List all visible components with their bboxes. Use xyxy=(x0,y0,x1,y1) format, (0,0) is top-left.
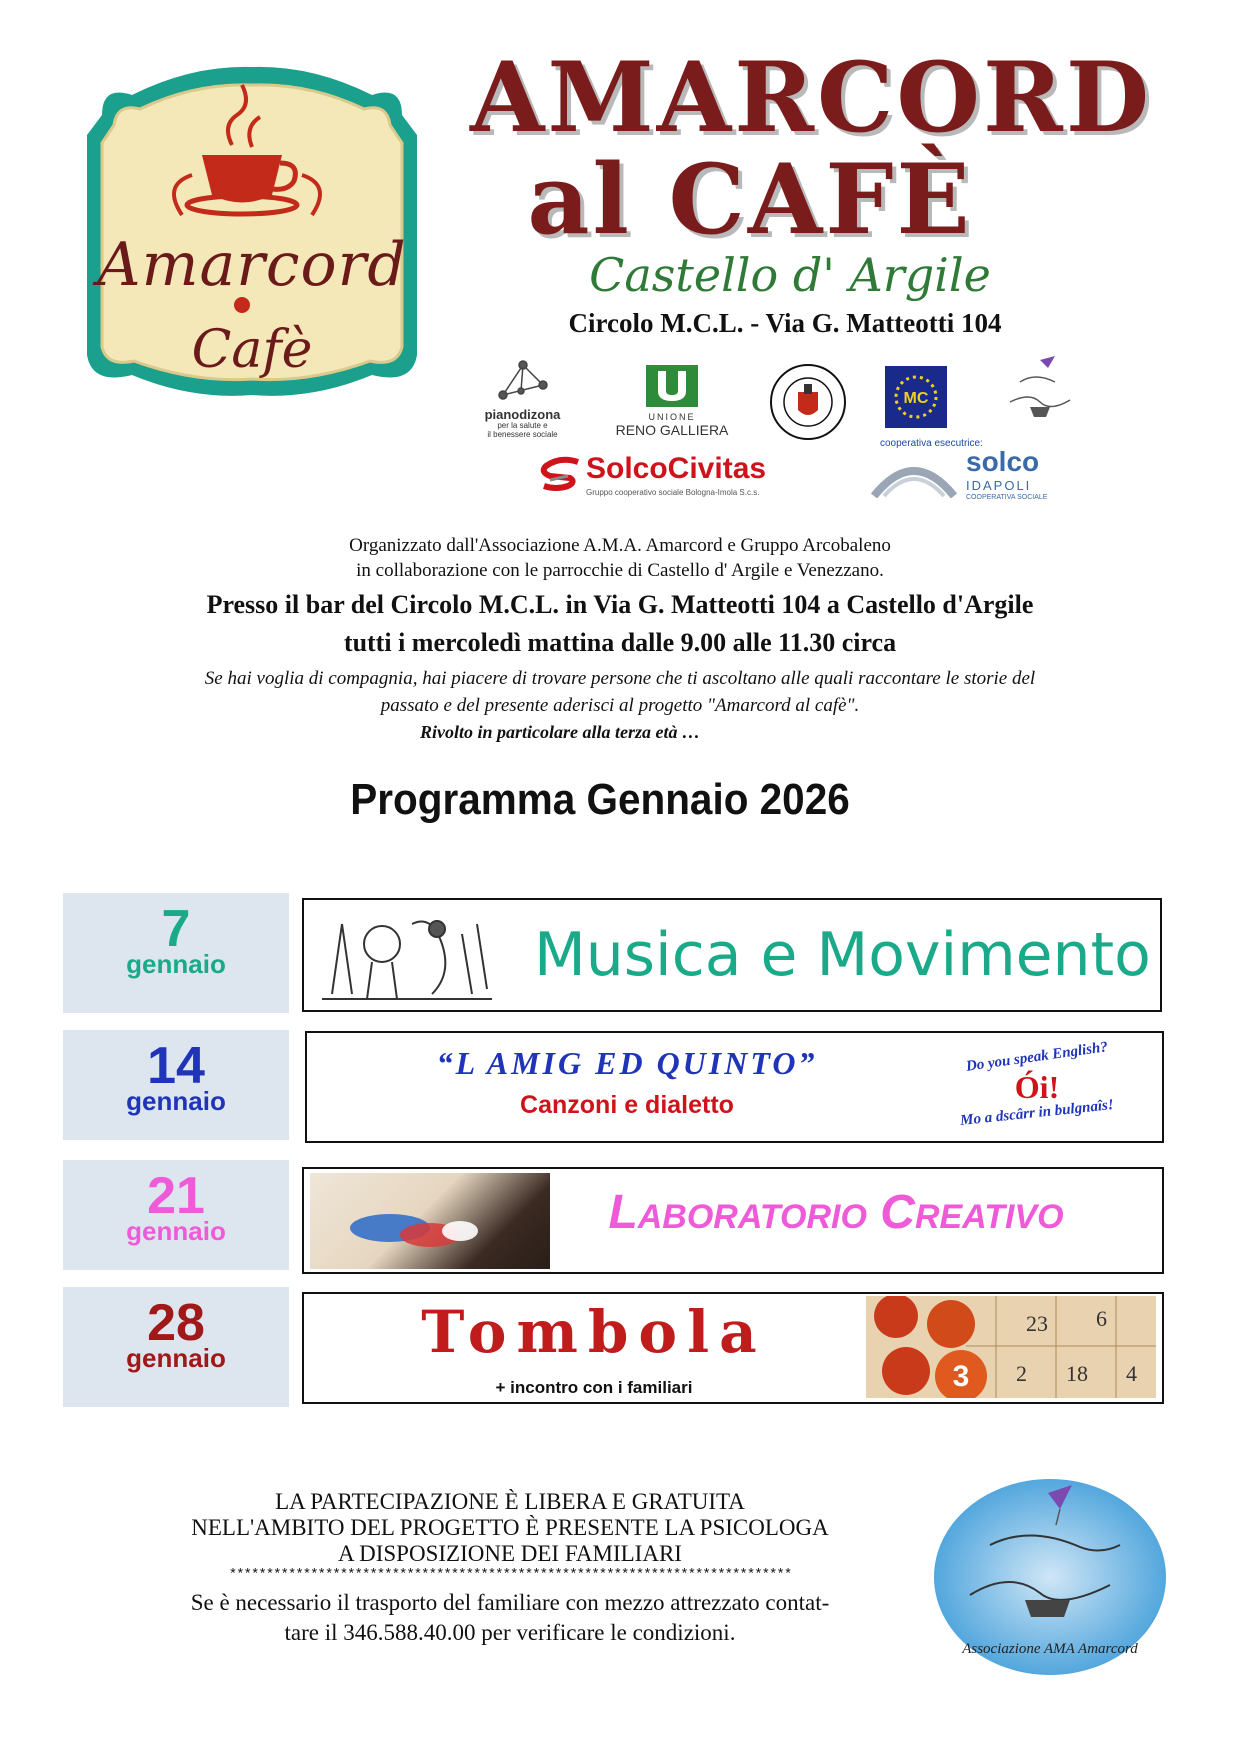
ama-association-logo xyxy=(930,1475,1170,1680)
logo-pianodizona xyxy=(470,355,575,439)
badge-top-text: Do you speak English? xyxy=(965,1039,1109,1075)
ama-hands-icon xyxy=(1000,352,1078,432)
event-date-2 xyxy=(63,1030,289,1140)
bingo-tokens-icon xyxy=(866,1296,1156,1398)
event-box-4 xyxy=(302,1292,1164,1404)
badge-bottom-text: Mo a dscârr in bulgnaîs! xyxy=(959,1096,1115,1130)
main-title-line2: al CAFÈ xyxy=(527,143,973,256)
event-day-number: 14 xyxy=(147,1037,205,1095)
pianodizona-sub1: per la salute e xyxy=(497,421,548,430)
subtitle-location: Castello d' Argile xyxy=(589,248,991,302)
event-month: gennaio xyxy=(126,1086,226,1116)
event-title-amig-ed-quinto: “L AMIG ED QUINTO” xyxy=(436,1045,818,1081)
musicians-sketch-icon xyxy=(312,904,502,1004)
logo-mcl xyxy=(885,366,947,428)
program-title: Programma Gennaio 2026 xyxy=(350,775,850,824)
event-date-3 xyxy=(63,1160,289,1270)
logo-solco-civitas xyxy=(540,452,790,502)
ama-circle-logo-icon xyxy=(930,1475,1170,1680)
event-date-1 xyxy=(63,893,289,1013)
event-title-tombola: Tombola xyxy=(421,1298,767,1366)
comune-crest-icon xyxy=(768,362,848,442)
event-day-number: 28 xyxy=(147,1294,205,1352)
intro-invite-line2: passato e del presente aderisci al progetto "Amarcord al cafè". xyxy=(380,695,860,716)
event-subtitle-canzoni: Canzoni e dialetto xyxy=(520,1091,734,1119)
event-subtitle-incontro: + incontro con i familiari xyxy=(495,1378,693,1397)
svg-text:MC: MC xyxy=(903,390,929,407)
svg-text:2: 2 xyxy=(1016,1361,1027,1386)
event-month: gennaio xyxy=(126,1343,226,1373)
svg-text:4: 4 xyxy=(1126,1361,1137,1386)
footer-free-participation: LA PARTECIPAZIONE È LIBERA E GRATUITA xyxy=(275,1489,745,1514)
ama-logo-text: Associazione AMA Amarcord xyxy=(962,1641,1138,1657)
event-box-3 xyxy=(302,1167,1164,1274)
craft-photo-icon xyxy=(310,1173,550,1269)
footer-for-families: A DISPOSIZIONE DEI FAMILIARI xyxy=(338,1541,682,1566)
dialect-badge xyxy=(927,1039,1147,1135)
intro-schedule: tutti i mercoledì mattina dalle 9.00 alle 11.30 circa xyxy=(343,628,897,657)
address: Circolo M.C.L. - Via G. Matteotti 104 xyxy=(568,308,1002,338)
solco-name: solco xyxy=(966,446,1040,477)
network-icon xyxy=(493,355,553,403)
intro-location: Presso il bar del Circolo M.C.L. in Via G. Matteotti 104 a Castello d'Argile xyxy=(206,590,1034,619)
solco-civitas-s-icon xyxy=(540,456,582,492)
svg-text:3: 3 xyxy=(952,1360,970,1393)
unione-name: RENO GALLIERA xyxy=(615,422,729,438)
solco-civitas-sub: Gruppo cooperativo sociale Bologna-Imola S.c.s. xyxy=(586,488,760,497)
event-day-number: 7 xyxy=(161,900,191,958)
intro-invite-line1: Se hai voglia di compagnia, hai piacere di trovare persone che ti ascoltano alle quali raccontare le storie del xyxy=(204,668,1036,689)
coop-label: cooperativa esecutrice: xyxy=(880,438,983,449)
intro-organizer: Organizzato dall'Associazione A.M.A. Amarcord e Gruppo Arcobaleno xyxy=(349,535,891,556)
footer-transport-line1: Se è necessario il trasporto del familiare con mezzo attrezzato contat- xyxy=(190,1590,830,1615)
logo-comune-castello-argile xyxy=(768,362,848,442)
event-box-1 xyxy=(302,898,1162,1012)
event-title-laboratorio: Laboratorio Creativo xyxy=(608,1186,1064,1239)
mcl-emblem-icon xyxy=(885,366,947,428)
felt-wool-icon xyxy=(310,1173,550,1269)
badge-oi-text: Ói! xyxy=(1014,1069,1060,1105)
solco-civitas-name: SolcoCivitas xyxy=(586,452,767,485)
event-date-4 xyxy=(63,1287,289,1407)
event-day-number: 21 xyxy=(147,1167,205,1225)
event-box-2 xyxy=(305,1031,1164,1143)
footer-psychologist: NELL'AMBITO DEL PROGETTO È PRESENTE LA PSICOLOGA xyxy=(191,1515,829,1540)
unione-u-icon xyxy=(646,365,698,407)
logo-text-amarcord: Amarcord xyxy=(97,230,407,300)
intro-collaboration: in collaborazione con le parrocchie di Castello d' Argile e Venezzano. xyxy=(356,560,884,581)
pianodizona-name: pianodizona xyxy=(484,407,561,422)
pianodizona-sub2: il benessere sociale xyxy=(487,430,558,439)
amarcord-cafe-logo xyxy=(72,55,432,400)
footer-stars-divider: **************************************************************************** xyxy=(228,1567,792,1583)
logo-unione-reno-galliera xyxy=(612,365,732,440)
logo-text-cafe: Cafè xyxy=(191,320,313,380)
intro-target-audience: Rivolto in particolare alla terza età … xyxy=(420,722,700,742)
svg-text:18: 18 xyxy=(1066,1361,1088,1386)
tombola-photo-icon xyxy=(866,1296,1156,1398)
event-month: gennaio xyxy=(126,949,226,979)
footer-transport-line2: tare il 346.588.40.00 per verificare le condizioni. xyxy=(284,1620,736,1645)
idapoli-sub: COOPERATIVA SOCIALE xyxy=(966,494,1048,501)
main-title-line1: AMARCORD xyxy=(470,41,1153,154)
logo-solco-idapoli xyxy=(870,438,1050,508)
svg-text:6: 6 xyxy=(1096,1306,1107,1331)
event-month: gennaio xyxy=(126,1216,226,1246)
event-title-musica: Musica e Movimento xyxy=(534,920,1151,990)
unione-label: UNIONE xyxy=(648,412,696,422)
logo-ama-small xyxy=(1000,352,1078,432)
idapoli-name: IDAPOLI xyxy=(966,478,1032,493)
bridge-arch-icon xyxy=(870,452,958,498)
svg-text:23: 23 xyxy=(1026,1311,1048,1336)
